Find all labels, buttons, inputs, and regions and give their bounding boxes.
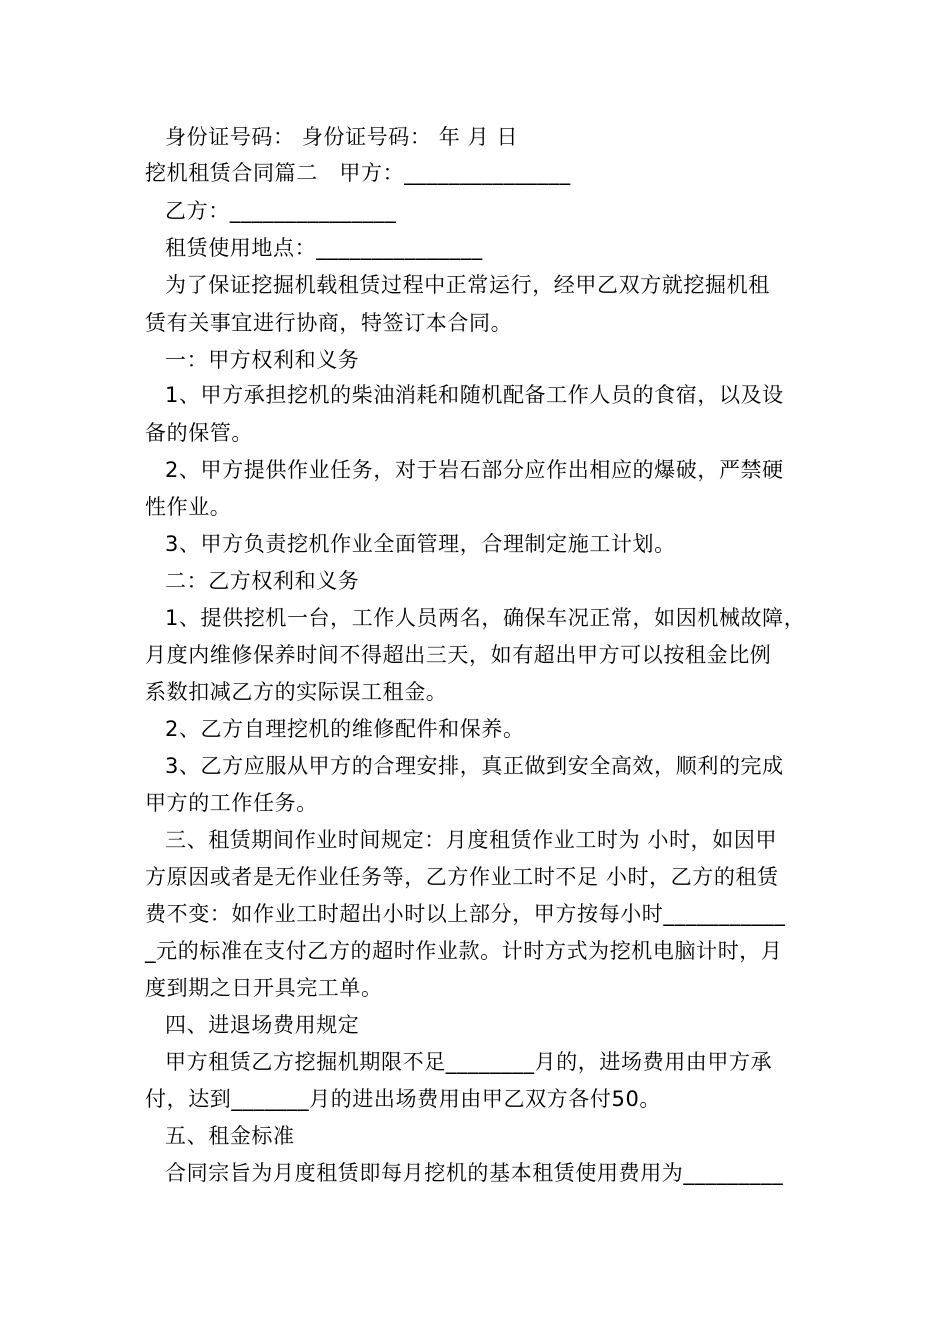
section-3-line-2: 方原因或者是无作业任务等，乙方作业工时不足 小时，乙方的租赁 [145,865,779,889]
section-5-line-1: 合同宗旨为月度租赁即每月挖机的基本租赁使用费用为_________ [165,1161,784,1185]
preamble-line-2: 赁有关事宜进行协商，特签订本合同。 [145,311,513,335]
rental-location-line: 租赁使用地点：_______________ [165,236,483,260]
section-2-heading: 二：乙方权利和义务 [165,569,360,593]
section-2-item-1-line-3: 系数扣减乙方的实际误工租金。 [145,680,448,704]
section-5-heading: 五、租金标准 [165,1124,295,1148]
section-4-line-1: 甲方租赁乙方挖掘机期限不足________月的，进场费用由甲方承 [165,1050,773,1074]
section-3-line-4: _元的标准在支付乙方的超时作业款。计时方式为挖机电脑计时，月 [145,939,783,963]
preamble-line-1: 为了保证挖掘机载租赁过程中正常运行，经甲乙双方就挖掘机租 [165,273,770,297]
section-2-item-2: 2、乙方自理挖机的维修配件和保养。 [165,717,525,741]
section-1-item-2-line-2: 性作业。 [145,495,232,519]
section-2-item-1-line-2: 月度内维修保养时间不得超出三天，如有超出甲方可以按租金比例 [145,643,772,667]
section-2-item-3-line-2: 甲方的工作任务。 [145,791,318,815]
section-3-line-1: 三、租赁期间作业时间规定：月度租赁作业工时为 小时，如因甲 [165,828,778,852]
section-1-item-1-line-1: 1、甲方承担挖机的柴油消耗和随机配备工作人员的食宿，以及设 [165,383,784,407]
section-3-line-5: 度到期之日开具完工单。 [145,976,383,1000]
section-4-heading: 四、进退场费用规定 [165,1013,360,1037]
section-1-heading: 一：甲方权利和义务 [165,348,360,372]
section-3-line-3: 费不变：如作业工时超出小时以上部分，甲方按每小时___________ [145,902,786,926]
section-2-item-3-line-1: 3、乙方应服从甲方的合理安排，真正做到安全高效，顺利的完成 [165,754,784,778]
party-b-line: 乙方：_______________ [165,199,397,223]
section-4-line-2: 付，达到_______月的进出场费用由甲乙双方各付50。 [145,1087,662,1111]
section-1-item-1-line-2: 备的保管。 [145,421,253,445]
section-1-item-2-line-1: 2、甲方提供作业任务，对于岩石部分应作出相应的爆破，严禁硬 [165,458,784,482]
contract-title-party-a-line: 挖机租赁合同篇二 甲方：_______________ [145,161,571,185]
id-number-line: 身份证号码： 身份证号码： 年 月 日 [165,125,519,149]
section-1-item-3: 3、甲方负责挖机作业全面管理，合理制定施工计划。 [165,532,676,556]
section-2-item-1-line-1: 1、提供挖机一台，工作人员两名，确保车况正常，如因机械故障， [165,606,806,630]
